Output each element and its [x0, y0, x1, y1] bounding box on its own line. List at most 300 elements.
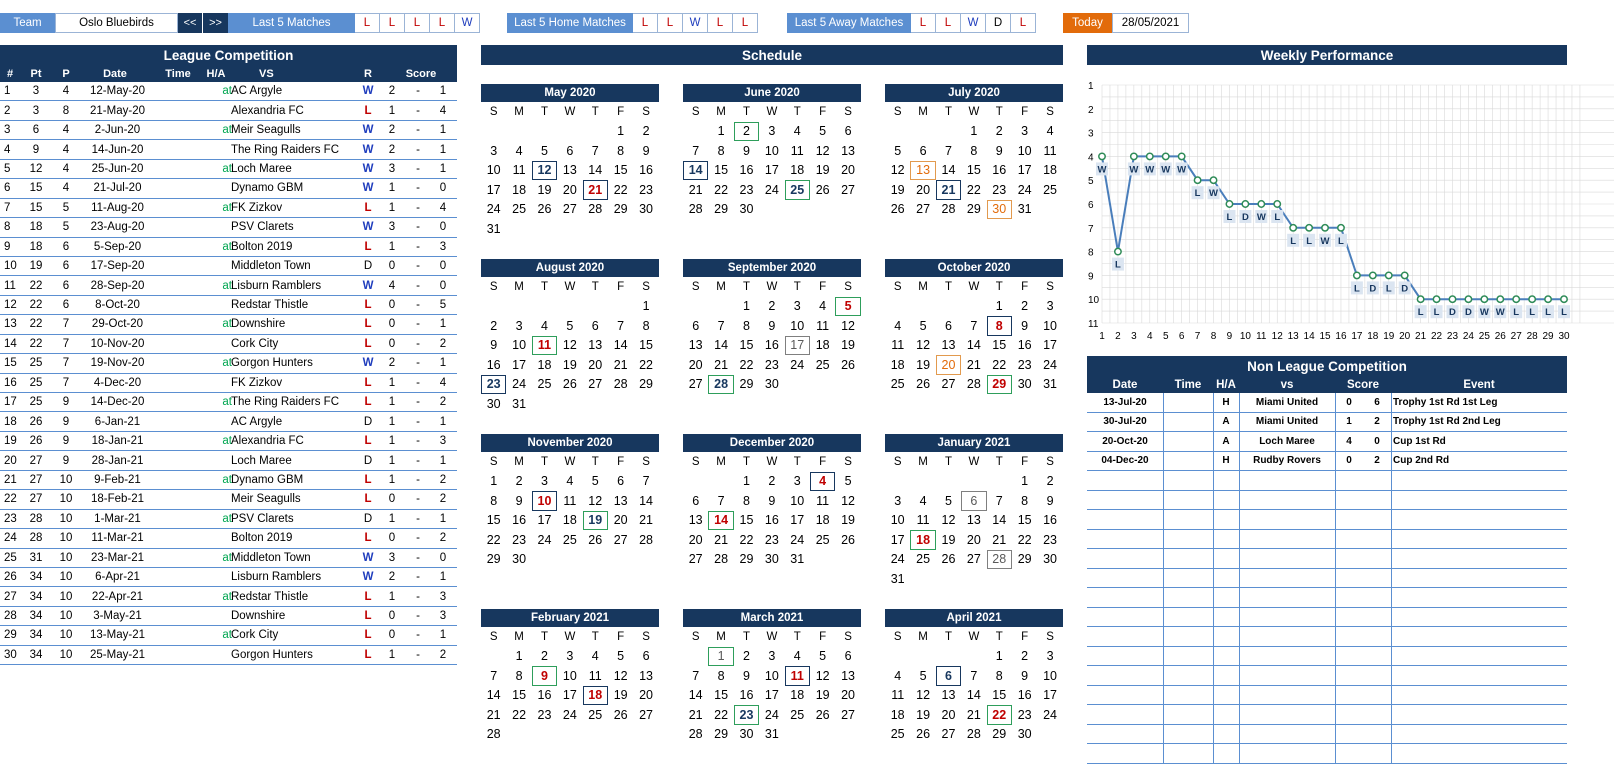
- calendar-day[interactable]: 13: [841, 668, 855, 683]
- calendar-day[interactable]: 27: [941, 377, 956, 392]
- calendar-day[interactable]: 1: [743, 299, 750, 314]
- calendar-day[interactable]: 27: [841, 707, 855, 722]
- calendar-day[interactable]: 23: [734, 705, 759, 725]
- calendar-day[interactable]: 29: [987, 375, 1012, 395]
- calendar-day[interactable]: 11: [563, 493, 577, 508]
- calendar-day[interactable]: 18: [890, 357, 905, 372]
- calendar-day[interactable]: 7: [692, 668, 700, 683]
- calendar-day[interactable]: 11: [785, 666, 810, 686]
- calendar-day[interactable]: 1: [743, 474, 750, 489]
- calendar-day[interactable]: 13: [639, 668, 653, 683]
- calendar-day[interactable]: 20: [688, 532, 703, 547]
- calendar-day[interactable]: 10: [790, 318, 805, 333]
- calendar-day[interactable]: 25: [790, 707, 805, 722]
- calendar-day[interactable]: 11: [891, 688, 905, 703]
- calendar-day[interactable]: 19: [841, 338, 855, 353]
- calendar-day[interactable]: 23: [764, 532, 779, 547]
- calendar-day[interactable]: 14: [708, 511, 733, 531]
- calendar-day[interactable]: 7: [490, 668, 498, 683]
- calendar-day[interactable]: 20: [916, 182, 931, 197]
- calendar-day[interactable]: 15: [639, 338, 653, 353]
- calendar-day[interactable]: 6: [591, 318, 599, 333]
- calendar-day[interactable]: 1: [642, 299, 650, 314]
- calendar-day[interactable]: 28: [966, 727, 981, 742]
- calendar-day[interactable]: 30: [739, 727, 754, 742]
- calendar-day[interactable]: 23: [992, 182, 1007, 197]
- calendar-day[interactable]: 28: [639, 532, 653, 547]
- calendar-day[interactable]: 14: [639, 493, 653, 508]
- calendar-day[interactable]: 20: [936, 355, 961, 375]
- calendar-day[interactable]: 31: [486, 221, 501, 236]
- calendar-day[interactable]: 5: [591, 474, 599, 489]
- calendar-day[interactable]: 8: [743, 318, 750, 333]
- calendar-day[interactable]: 14: [683, 161, 708, 181]
- calendar-day[interactable]: 8: [617, 143, 625, 158]
- calendar-day[interactable]: 18: [890, 707, 905, 722]
- calendar-day[interactable]: 28: [708, 375, 733, 395]
- calendar-day[interactable]: 24: [537, 532, 552, 547]
- calendar-day[interactable]: 3: [1046, 299, 1054, 314]
- calendar-day[interactable]: 17: [1017, 163, 1032, 178]
- calendar-day[interactable]: 5: [819, 649, 827, 664]
- calendar-day[interactable]: 10: [486, 163, 501, 178]
- calendar-day[interactable]: 1: [515, 649, 523, 664]
- calendar-day[interactable]: 24: [790, 532, 805, 547]
- calendar-day[interactable]: 18: [790, 688, 805, 703]
- calendar-day[interactable]: 28: [688, 727, 703, 742]
- calendar-day[interactable]: 25: [562, 532, 577, 547]
- calendar-day[interactable]: 5: [541, 143, 548, 158]
- calendar-day[interactable]: 10: [562, 668, 577, 683]
- calendar-day[interactable]: 1: [995, 299, 1003, 314]
- calendar-day[interactable]: 9: [1021, 668, 1029, 683]
- calendar-day[interactable]: 4: [810, 472, 835, 492]
- calendar-day[interactable]: 8: [743, 493, 750, 508]
- calendar-day[interactable]: 23: [764, 357, 779, 372]
- calendar-day[interactable]: 25: [815, 532, 830, 547]
- calendar-day[interactable]: 26: [841, 357, 855, 372]
- calendar-day[interactable]: 23: [1043, 532, 1057, 547]
- calendar-day[interactable]: 21: [688, 707, 703, 722]
- calendar-day[interactable]: 2: [768, 299, 776, 314]
- calendar-day[interactable]: 21: [583, 180, 608, 200]
- calendar-day[interactable]: 13: [588, 338, 603, 353]
- calendar-day[interactable]: 27: [941, 727, 956, 742]
- calendar-day[interactable]: 18: [815, 513, 830, 528]
- calendar-day[interactable]: 24: [790, 357, 805, 372]
- calendar-day[interactable]: 22: [714, 707, 729, 722]
- calendar-day[interactable]: 2: [734, 122, 759, 142]
- calendar-day[interactable]: 13: [613, 493, 628, 508]
- calendar-day[interactable]: 13: [562, 163, 577, 178]
- calendar-day[interactable]: 18: [512, 182, 527, 197]
- calendar-day[interactable]: 5: [919, 668, 927, 683]
- calendar-day[interactable]: 21: [688, 182, 703, 197]
- calendar-day[interactable]: 15: [613, 163, 628, 178]
- calendar-day[interactable]: 15: [992, 688, 1007, 703]
- calendar-day[interactable]: 23: [739, 182, 754, 197]
- calendar-day[interactable]: 9: [515, 493, 523, 508]
- calendar-day[interactable]: 10: [1017, 143, 1032, 158]
- calendar-day[interactable]: 13: [841, 143, 855, 158]
- calendar-day[interactable]: 1: [995, 649, 1003, 664]
- calendar-day[interactable]: 12: [841, 493, 855, 508]
- calendar-day[interactable]: 25: [785, 180, 810, 200]
- calendar-day[interactable]: 19: [815, 688, 830, 703]
- calendar-day[interactable]: 20: [941, 707, 956, 722]
- calendar-day[interactable]: 9: [768, 493, 776, 508]
- calendar-day[interactable]: 18: [583, 686, 608, 706]
- calendar-day[interactable]: 2: [515, 474, 523, 489]
- calendar-day[interactable]: 22: [486, 532, 501, 547]
- calendar-day[interactable]: 26: [815, 182, 830, 197]
- calendar-day[interactable]: 26: [815, 707, 830, 722]
- calendar-day[interactable]: 27: [688, 552, 703, 567]
- calendar-day[interactable]: 13: [941, 688, 956, 703]
- calendar-day[interactable]: 27: [841, 182, 855, 197]
- calendar-day[interactable]: 2: [1021, 299, 1029, 314]
- calendar-day[interactable]: 3: [894, 493, 902, 508]
- calendar-day[interactable]: 30: [639, 202, 653, 217]
- calendar-day[interactable]: 13: [688, 338, 703, 353]
- calendar-day[interactable]: 22: [992, 357, 1007, 372]
- calendar-day[interactable]: 19: [815, 163, 830, 178]
- calendar-day[interactable]: 9: [1021, 318, 1029, 333]
- calendar-day[interactable]: 25: [588, 707, 603, 722]
- calendar-day[interactable]: 23: [537, 707, 552, 722]
- calendar-day[interactable]: 7: [617, 318, 625, 333]
- calendar-day[interactable]: 10: [790, 493, 805, 508]
- calendar-day[interactable]: 29: [714, 727, 729, 742]
- calendar-day[interactable]: 10: [764, 668, 779, 683]
- calendar-day[interactable]: 28: [941, 202, 956, 217]
- calendar-day[interactable]: 15: [992, 338, 1007, 353]
- calendar-day[interactable]: 1: [617, 124, 625, 139]
- prev-team-button[interactable]: <<: [178, 13, 203, 33]
- calendar-day[interactable]: 17: [1043, 688, 1057, 703]
- calendar-day[interactable]: 16: [639, 163, 653, 178]
- calendar-day[interactable]: 4: [541, 318, 548, 333]
- calendar-day[interactable]: 31: [1043, 377, 1057, 392]
- calendar-day[interactable]: 9: [995, 143, 1003, 158]
- calendar-day[interactable]: 22: [714, 182, 729, 197]
- calendar-day[interactable]: 12: [841, 318, 855, 333]
- calendar-day[interactable]: 22: [739, 532, 754, 547]
- calendar-day[interactable]: 20: [639, 688, 653, 703]
- calendar-day[interactable]: 16: [1043, 513, 1057, 528]
- calendar-day[interactable]: 5: [945, 493, 952, 508]
- calendar-day[interactable]: 6: [692, 493, 700, 508]
- calendar-day[interactable]: 18: [562, 513, 577, 528]
- calendar-day[interactable]: 27: [688, 377, 703, 392]
- calendar-day[interactable]: 16: [739, 163, 754, 178]
- calendar-day[interactable]: 17: [764, 688, 779, 703]
- calendar-day[interactable]: 29: [1017, 552, 1032, 567]
- calendar-day[interactable]: 3: [490, 143, 498, 158]
- calendar-day[interactable]: 12: [815, 143, 830, 158]
- calendar-day[interactable]: 27: [916, 202, 931, 217]
- calendar-day[interactable]: 20: [562, 182, 577, 197]
- calendar-day[interactable]: 9: [642, 143, 650, 158]
- calendar-day[interactable]: 19: [841, 513, 855, 528]
- calendar-day[interactable]: 31: [790, 552, 805, 567]
- calendar-day[interactable]: 26: [916, 377, 931, 392]
- calendar-day[interactable]: 21: [966, 357, 981, 372]
- calendar-day[interactable]: 29: [739, 552, 754, 567]
- calendar-day[interactable]: 8: [490, 493, 498, 508]
- calendar-day[interactable]: 15: [714, 688, 729, 703]
- calendar-day[interactable]: 5: [819, 124, 827, 139]
- calendar-day[interactable]: 29: [739, 377, 754, 392]
- calendar-day[interactable]: 3: [566, 649, 574, 664]
- calendar-day[interactable]: 24: [512, 377, 527, 392]
- calendar-day[interactable]: 21: [639, 513, 653, 528]
- calendar-day[interactable]: 12: [613, 668, 628, 683]
- calendar-day[interactable]: 30: [1043, 552, 1057, 567]
- calendar-day[interactable]: 7: [970, 668, 978, 683]
- calendar-day[interactable]: 8: [987, 316, 1012, 336]
- calendar-day[interactable]: 16: [739, 688, 754, 703]
- calendar-day[interactable]: 12: [815, 668, 830, 683]
- calendar-day[interactable]: 7: [970, 318, 978, 333]
- calendar-day[interactable]: 10: [532, 491, 557, 511]
- calendar-day[interactable]: 26: [537, 202, 552, 217]
- calendar-day[interactable]: 12: [588, 493, 603, 508]
- calendar-day[interactable]: 29: [966, 202, 981, 217]
- calendar-day[interactable]: 15: [1017, 513, 1032, 528]
- calendar-day[interactable]: 14: [688, 688, 703, 703]
- calendar-day[interactable]: 19: [583, 511, 608, 531]
- calendar-day[interactable]: 6: [566, 143, 574, 158]
- calendar-day[interactable]: 11: [532, 336, 557, 356]
- calendar-day[interactable]: 22: [966, 182, 981, 197]
- calendar-day[interactable]: 19: [562, 357, 577, 372]
- calendar-day[interactable]: 23: [1017, 707, 1032, 722]
- calendar-day[interactable]: 19: [890, 182, 905, 197]
- calendar-day[interactable]: 30: [1017, 727, 1032, 742]
- calendar-day[interactable]: 22: [739, 357, 754, 372]
- calendar-day[interactable]: 8: [717, 143, 725, 158]
- calendar-day[interactable]: 12: [532, 161, 557, 181]
- calendar-day[interactable]: 25: [890, 377, 905, 392]
- calendar-day[interactable]: 28: [966, 377, 981, 392]
- calendar-day[interactable]: 11: [588, 668, 602, 683]
- calendar-day[interactable]: 30: [739, 202, 754, 217]
- calendar-day[interactable]: 21: [936, 180, 961, 200]
- calendar-day[interactable]: 21: [992, 532, 1007, 547]
- calendar-day[interactable]: 22: [512, 707, 527, 722]
- calendar-day[interactable]: 2: [1021, 649, 1029, 664]
- calendar-day[interactable]: 5: [894, 143, 902, 158]
- calendar-day[interactable]: 4: [566, 474, 574, 489]
- calendar-day[interactable]: 11: [816, 493, 830, 508]
- calendar-day[interactable]: 24: [1043, 357, 1057, 372]
- calendar-day[interactable]: 25: [1043, 182, 1057, 197]
- calendar-day[interactable]: 27: [562, 202, 577, 217]
- calendar-day[interactable]: 24: [1043, 707, 1057, 722]
- calendar-day[interactable]: 16: [486, 357, 501, 372]
- calendar-day[interactable]: 13: [966, 513, 981, 528]
- calendar-day[interactable]: 17: [1043, 338, 1057, 353]
- calendar-day[interactable]: 18: [815, 338, 830, 353]
- calendar-day[interactable]: 14: [992, 513, 1007, 528]
- calendar-day[interactable]: 6: [642, 649, 650, 664]
- calendar-day[interactable]: 2: [743, 649, 750, 664]
- calendar-day[interactable]: 12: [916, 338, 931, 353]
- calendar-day[interactable]: 8: [515, 668, 523, 683]
- calendar-day[interactable]: 11: [512, 163, 526, 178]
- calendar-day[interactable]: 4: [793, 649, 801, 664]
- calendar-day[interactable]: 30: [764, 377, 779, 392]
- calendar-day[interactable]: 1: [970, 124, 978, 139]
- calendar-day[interactable]: 4: [894, 668, 902, 683]
- calendar-day[interactable]: 15: [739, 338, 754, 353]
- calendar-day[interactable]: 4: [819, 299, 827, 314]
- calendar-day[interactable]: 22: [987, 705, 1012, 725]
- next-team-button[interactable]: >>: [203, 13, 228, 33]
- calendar-day[interactable]: 14: [588, 163, 603, 178]
- calendar-day[interactable]: 29: [613, 202, 628, 217]
- calendar-day[interactable]: 30: [1017, 377, 1032, 392]
- calendar-day[interactable]: 6: [936, 666, 961, 686]
- calendar-day[interactable]: 6: [919, 143, 927, 158]
- calendar-day[interactable]: 7: [945, 143, 952, 158]
- calendar-day[interactable]: 19: [613, 688, 628, 703]
- calendar-day[interactable]: 9: [768, 318, 776, 333]
- calendar-day[interactable]: 11: [916, 513, 930, 528]
- calendar-day[interactable]: 22: [613, 182, 628, 197]
- calendar-day[interactable]: 31: [512, 396, 527, 411]
- calendar-day[interactable]: 29: [486, 552, 501, 567]
- calendar-day[interactable]: 15: [512, 688, 527, 703]
- calendar-day[interactable]: 6: [844, 124, 852, 139]
- calendar-day[interactable]: 12: [941, 513, 956, 528]
- calendar-day[interactable]: 4: [793, 124, 801, 139]
- calendar-day[interactable]: 7: [642, 474, 650, 489]
- calendar-day[interactable]: 26: [841, 532, 855, 547]
- calendar-day[interactable]: 21: [966, 707, 981, 722]
- calendar-day[interactable]: 10: [1043, 668, 1057, 683]
- calendar-day[interactable]: 18: [790, 163, 805, 178]
- calendar-day[interactable]: 1: [490, 474, 498, 489]
- calendar-day[interactable]: 27: [639, 707, 653, 722]
- calendar-day[interactable]: 9: [743, 668, 750, 683]
- calendar-day[interactable]: 11: [790, 143, 804, 158]
- calendar-day[interactable]: 25: [537, 377, 552, 392]
- calendar-day[interactable]: 3: [768, 124, 776, 139]
- calendar-day[interactable]: 4: [1046, 124, 1054, 139]
- calendar-day[interactable]: 26: [588, 532, 603, 547]
- calendar-day[interactable]: 7: [692, 143, 700, 158]
- calendar-day[interactable]: 9: [490, 338, 498, 353]
- calendar-day[interactable]: 8: [717, 668, 725, 683]
- calendar-day[interactable]: 28: [613, 377, 628, 392]
- calendar-day[interactable]: 15: [714, 163, 729, 178]
- calendar-day[interactable]: 3: [1021, 124, 1029, 139]
- calendar-day[interactable]: 7: [995, 493, 1003, 508]
- calendar-day[interactable]: 16: [1017, 338, 1032, 353]
- calendar-day[interactable]: 24: [764, 182, 779, 197]
- calendar-day[interactable]: 24: [562, 707, 577, 722]
- calendar-day[interactable]: 17: [890, 532, 905, 547]
- calendar-day[interactable]: 24: [890, 552, 905, 567]
- calendar-day[interactable]: 23: [512, 532, 527, 547]
- calendar-day[interactable]: 9: [532, 666, 557, 686]
- calendar-day[interactable]: 3: [793, 299, 801, 314]
- calendar-day[interactable]: 20: [841, 688, 855, 703]
- calendar-day[interactable]: 27: [613, 532, 628, 547]
- calendar-day[interactable]: 18: [910, 530, 935, 550]
- calendar-day[interactable]: 14: [966, 338, 981, 353]
- calendar-day[interactable]: 11: [816, 318, 830, 333]
- calendar-day[interactable]: 29: [714, 202, 729, 217]
- calendar-day[interactable]: 14: [714, 338, 729, 353]
- calendar-day[interactable]: 17: [512, 357, 527, 372]
- calendar-day[interactable]: 13: [910, 161, 935, 181]
- calendar-day[interactable]: 17: [562, 688, 577, 703]
- calendar-day[interactable]: 21: [714, 357, 729, 372]
- calendar-day[interactable]: 7: [591, 143, 599, 158]
- calendar-day[interactable]: 5: [566, 318, 574, 333]
- calendar-day[interactable]: 26: [916, 727, 931, 742]
- calendar-day[interactable]: 16: [992, 163, 1007, 178]
- calendar-day[interactable]: 19: [941, 532, 956, 547]
- calendar-day[interactable]: 10: [1043, 318, 1057, 333]
- calendar-day[interactable]: 31: [764, 727, 779, 742]
- calendar-day[interactable]: 5: [919, 318, 927, 333]
- calendar-day[interactable]: 8: [970, 143, 978, 158]
- calendar-day[interactable]: 29: [992, 727, 1007, 742]
- calendar-day[interactable]: 14: [486, 688, 501, 703]
- calendar-day[interactable]: 12: [890, 163, 905, 178]
- calendar-day[interactable]: 25: [890, 727, 905, 742]
- calendar-day[interactable]: 22: [639, 357, 653, 372]
- calendar-day[interactable]: 20: [966, 532, 981, 547]
- calendar-day[interactable]: 19: [537, 182, 552, 197]
- calendar-day[interactable]: 1: [717, 124, 725, 139]
- calendar-day[interactable]: 6: [945, 318, 952, 333]
- calendar-day[interactable]: 31: [890, 571, 905, 586]
- calendar-day[interactable]: 2: [1046, 474, 1054, 489]
- calendar-day[interactable]: 19: [916, 357, 931, 372]
- calendar-day[interactable]: 26: [562, 377, 577, 392]
- calendar-day[interactable]: 6: [617, 474, 625, 489]
- calendar-day[interactable]: 2: [490, 318, 498, 333]
- calendar-day[interactable]: 4: [919, 493, 927, 508]
- calendar-day[interactable]: 28: [588, 202, 603, 217]
- calendar-day[interactable]: 16: [512, 513, 527, 528]
- calendar-day[interactable]: 1: [1021, 474, 1029, 489]
- calendar-day[interactable]: 17: [537, 513, 552, 528]
- calendar-day[interactable]: 2: [642, 124, 650, 139]
- calendar-day[interactable]: 1: [708, 647, 733, 667]
- calendar-day[interactable]: 16: [537, 688, 552, 703]
- calendar-day[interactable]: 3: [1046, 649, 1054, 664]
- calendar-day[interactable]: 30: [764, 552, 779, 567]
- calendar-day[interactable]: 7: [717, 318, 725, 333]
- calendar-day[interactable]: 6: [692, 318, 700, 333]
- calendar-day[interactable]: 5: [617, 649, 625, 664]
- calendar-day[interactable]: 19: [916, 707, 931, 722]
- calendar-day[interactable]: 24: [1017, 182, 1032, 197]
- calendar-day[interactable]: 10: [512, 338, 527, 353]
- calendar-day[interactable]: 26: [941, 552, 956, 567]
- calendar-day[interactable]: 30: [486, 396, 501, 411]
- calendar-day[interactable]: 25: [512, 202, 527, 217]
- calendar-day[interactable]: 9: [1046, 493, 1054, 508]
- calendar-day[interactable]: 15: [486, 513, 501, 528]
- calendar-day[interactable]: 23: [639, 182, 653, 197]
